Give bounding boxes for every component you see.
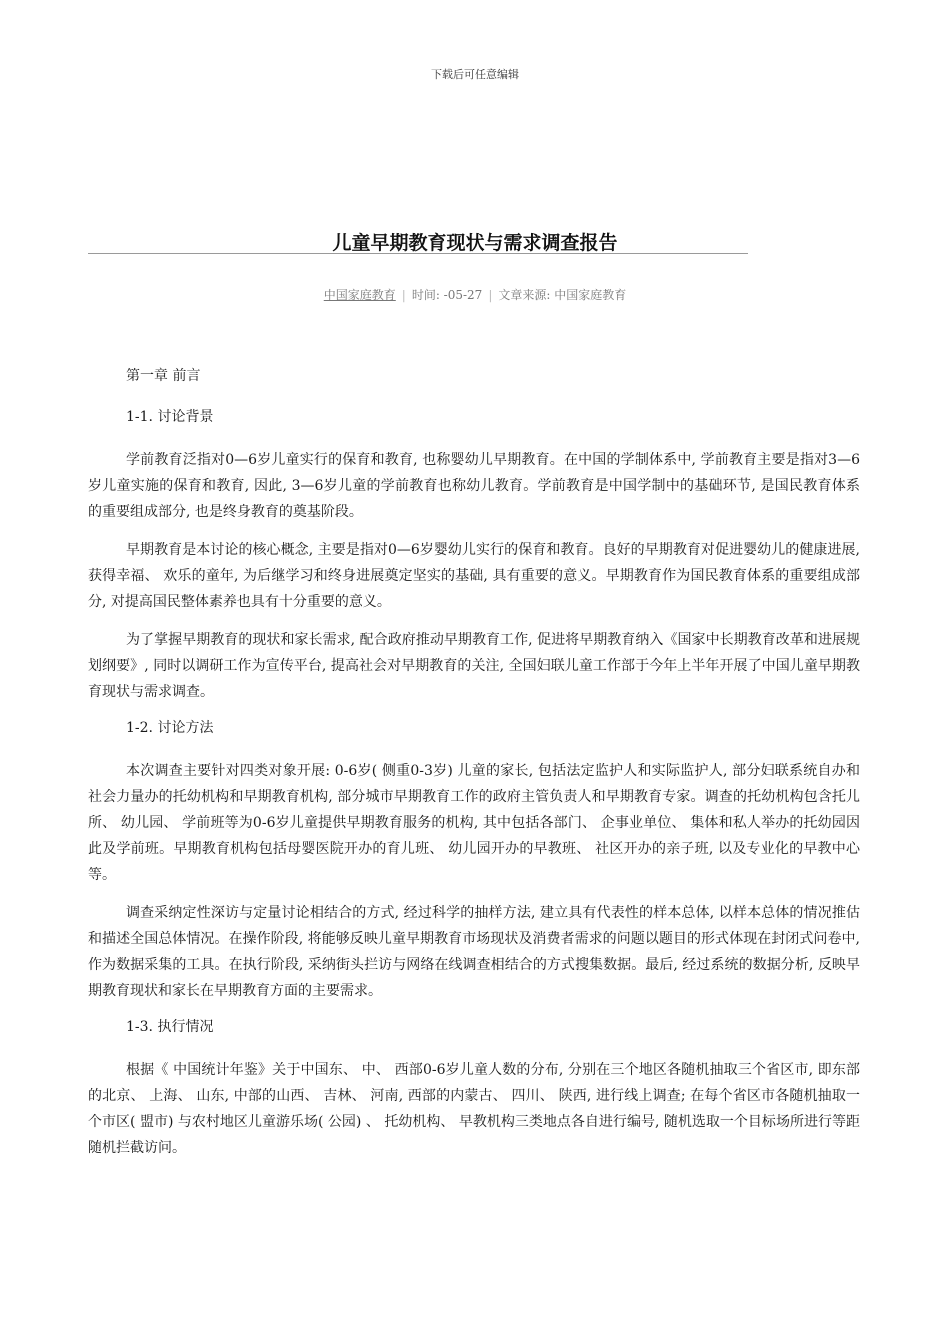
paragraph: 调查采纳定性深访与定量讨论相结合的方式, 经过科学的抽样方法, 建立具有代表性的样本总体, 以样本总体的情况推估和描述全国总体情况。在操作阶段, 将能够反映儿童早期教育市场现状及消费者需求的问题以题目的形式体现在封闭式问卷中, 作为数据采集的工具。在执行阶段, 采纳街头拦访与网络在线调查相结合的方式搜集数据。最后, 经过系统的数据分析, 反映早期教育现状和家长在早期教育方面的主要需求。 [88, 905, 860, 999]
article-title: 儿童早期教育现状与需求调查报告 [332, 232, 618, 254]
paragraph: 早期教育是本讨论的核心概念, 主要是指对0—6岁婴幼儿实行的保育和教育。良好的早期教育对促进婴幼儿的健康进展, 获得幸福、 欢乐的童年, 为后继学习和终身进展奠定坚实的基础, 具有重要的意义。早期教育作为国民教育体系的重要组成部分, 对提高国民整体素养也具有十分重要的意义。 [88, 542, 860, 610]
section-heading: 1-3. 执行情况 [126, 1019, 214, 1035]
title-divider [88, 253, 748, 254]
article-meta [0, 286, 950, 303]
meta-separator: | [488, 288, 493, 302]
section-heading: 1-1. 讨论背景 [126, 409, 214, 425]
source-link[interactable]: 中国家庭教育 [323, 288, 396, 302]
page-header-note: 下载后可任意编辑 [431, 68, 519, 81]
section-heading: 1-2. 讨论方法 [126, 720, 214, 736]
paragraph: 学前教育泛指对0—6岁儿童实行的保育和教育, 也称婴幼儿早期教育。在中国的学制体系中, 学前教育主要是指对3—6岁儿童实施的保育和教育, 因此, 3—6岁儿童的学前教育也称幼儿教育。学前教育是中国学制中的基础环节, 是国民教育体系的重要组成部分, 也是终身教育的奠基阶段。 [88, 452, 860, 520]
meta-separator: | [401, 288, 406, 302]
article-body [88, 365, 860, 1173]
paragraph: 本次调查主要针对四类对象开展: 0-6岁( 侧重0-3岁) 儿童的家长, 包括法定监护人和实际监护人, 部分妇联系统自办和社会力量办的托幼机构和早期教育机构, 部分城市早期教育工作的政府主管负责人和早期教育专家。调查的托幼机构包含托儿所、 幼儿园、 学前班等为0-6岁儿童提供早期教育服务的机构, 其中包括各部门、 企事业单位、 集体和私人举办的托幼园因此及学前班。早期教育机构包括母婴医院开办的育儿班、 幼儿园开办的早教班、 社区开办的亲子班, 以及专业化的早教中心等。 [88, 763, 860, 883]
article-origin: 文章来源: 中国家庭教育 [498, 288, 627, 302]
paragraph: 根据《 中国统计年鉴》关于中国东、 中、 西部0-6岁儿童人数的分布, 分别在三个地区各随机抽取三个省区市, 即东部的北京、 上海、 山东, 中部的山西、 吉林、 河南, 西部的内蒙古、 四川、 陕西, 进行线上调查; 在每个省区市各随机抽取一个市区( 盟市) 与农村地区儿童游乐场( 公园) 、 托幼机构、 早教机构三类地点各自进行编号, 随机选取一个目标场所进行等距随机拦截访问。 [88, 1062, 860, 1156]
publish-time: 时间: -05-27 [411, 288, 483, 302]
chapter-heading: 第一章 前言 [126, 368, 201, 384]
paragraph: 为了掌握早期教育的现状和家长需求, 配合政府推动早期教育工作, 促进将早期教育纳入《国家中长期教育改革和进展规划纲要》, 同时以调研工作为宣传平台, 提高社会对早期教育的关注, 全国妇联儿童工作部于今年上半年开展了中国儿童早期教育现状与需求调查。 [88, 632, 860, 700]
